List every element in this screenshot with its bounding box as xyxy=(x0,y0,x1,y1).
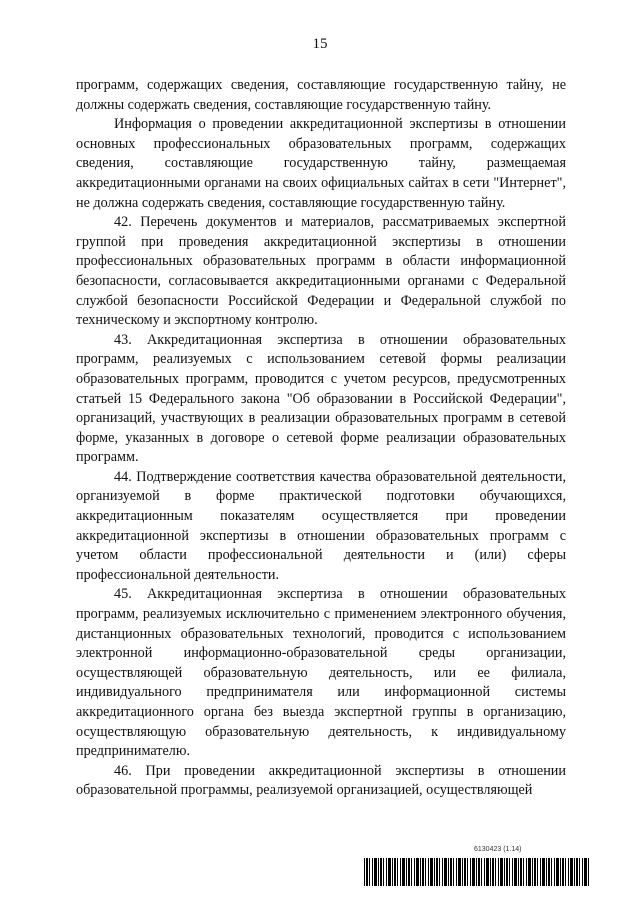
paragraph-item-46: 46. При проведении аккредитационной экспертизы в отношении образовательной программы, реализуемой организацией, осуществляющей xyxy=(76,762,566,799)
page-number: 15 xyxy=(312,36,328,52)
barcode-icon xyxy=(364,858,590,886)
document-stamp xyxy=(364,846,590,886)
paragraph-item-42: 42. Перечень документов и материалов, рассматриваемых экспертной группой при проведения аккредитационной экспертизы в отношении профессиональных образовательных программ в области информационной безопасности, согласовывается аккредитационными органами с Федеральной службой безопасности Российской Федерации и Федеральной службой по техническому и экспортному контролю. xyxy=(76,214,566,329)
paragraph-item-45: 45. Аккредитационная экспертиза в отношении образовательных программ, реализуемых исключительно с применением электронного обучения, дистанционных образовательных технологий, проводится с использованием электронной информационно-образовательной среды организации, осуществляющей образовательную деятельность, или ее филиала, индивидуального предпринимателя или информационной системы аккредитационного органа без выезда экспертной группы в организацию, осуществляющую образовательную деятельность, к индивидуальному предпринимателю. xyxy=(76,586,566,760)
paragraph-item-44: 44. Подтверждение соответствия качества образовательной деятельности, организуемой в форме практической подготовки обучающихся, аккредитационным показателям осуществляется при проведении аккредитационной экспертизы в отношении образовательных программ с учетом области профессиональной деятельности и (или) сферы профессиональной деятельности. xyxy=(76,468,566,583)
paragraph-info-secret: Информация о проведении аккредитационной экспертизы в отношении основных профессиональных образовательных программ, содержащих сведения, составляющие государственную тайну, размещаемая аккредитационными органами на своих официальных сайтах в сети "Интернет", не должна содержать сведения, составляющие государственную тайну. xyxy=(76,116,566,211)
paragraph-item-43: 43. Аккредитационная экспертиза в отношении образовательных программ, реализуемых с использованием сетевой формы реализации образовательных программ, проводится с учетом ресурсов, предусмотренных статьей 15 Федерального закона "Об образовании в Российской Федерации", организаций, участвующих в реализации образовательных программ в сетевой форме, указанных в договоре о сетевой форме реализации образовательных программ. xyxy=(76,331,566,466)
stamp-code: 6130423 (1.14) xyxy=(474,846,522,853)
paragraph-continuation: программ, содержащих сведения, составляющие государственную тайну, не должны содержать сведения, составляющие государственную тайну. xyxy=(76,77,566,113)
document-body xyxy=(76,76,566,801)
